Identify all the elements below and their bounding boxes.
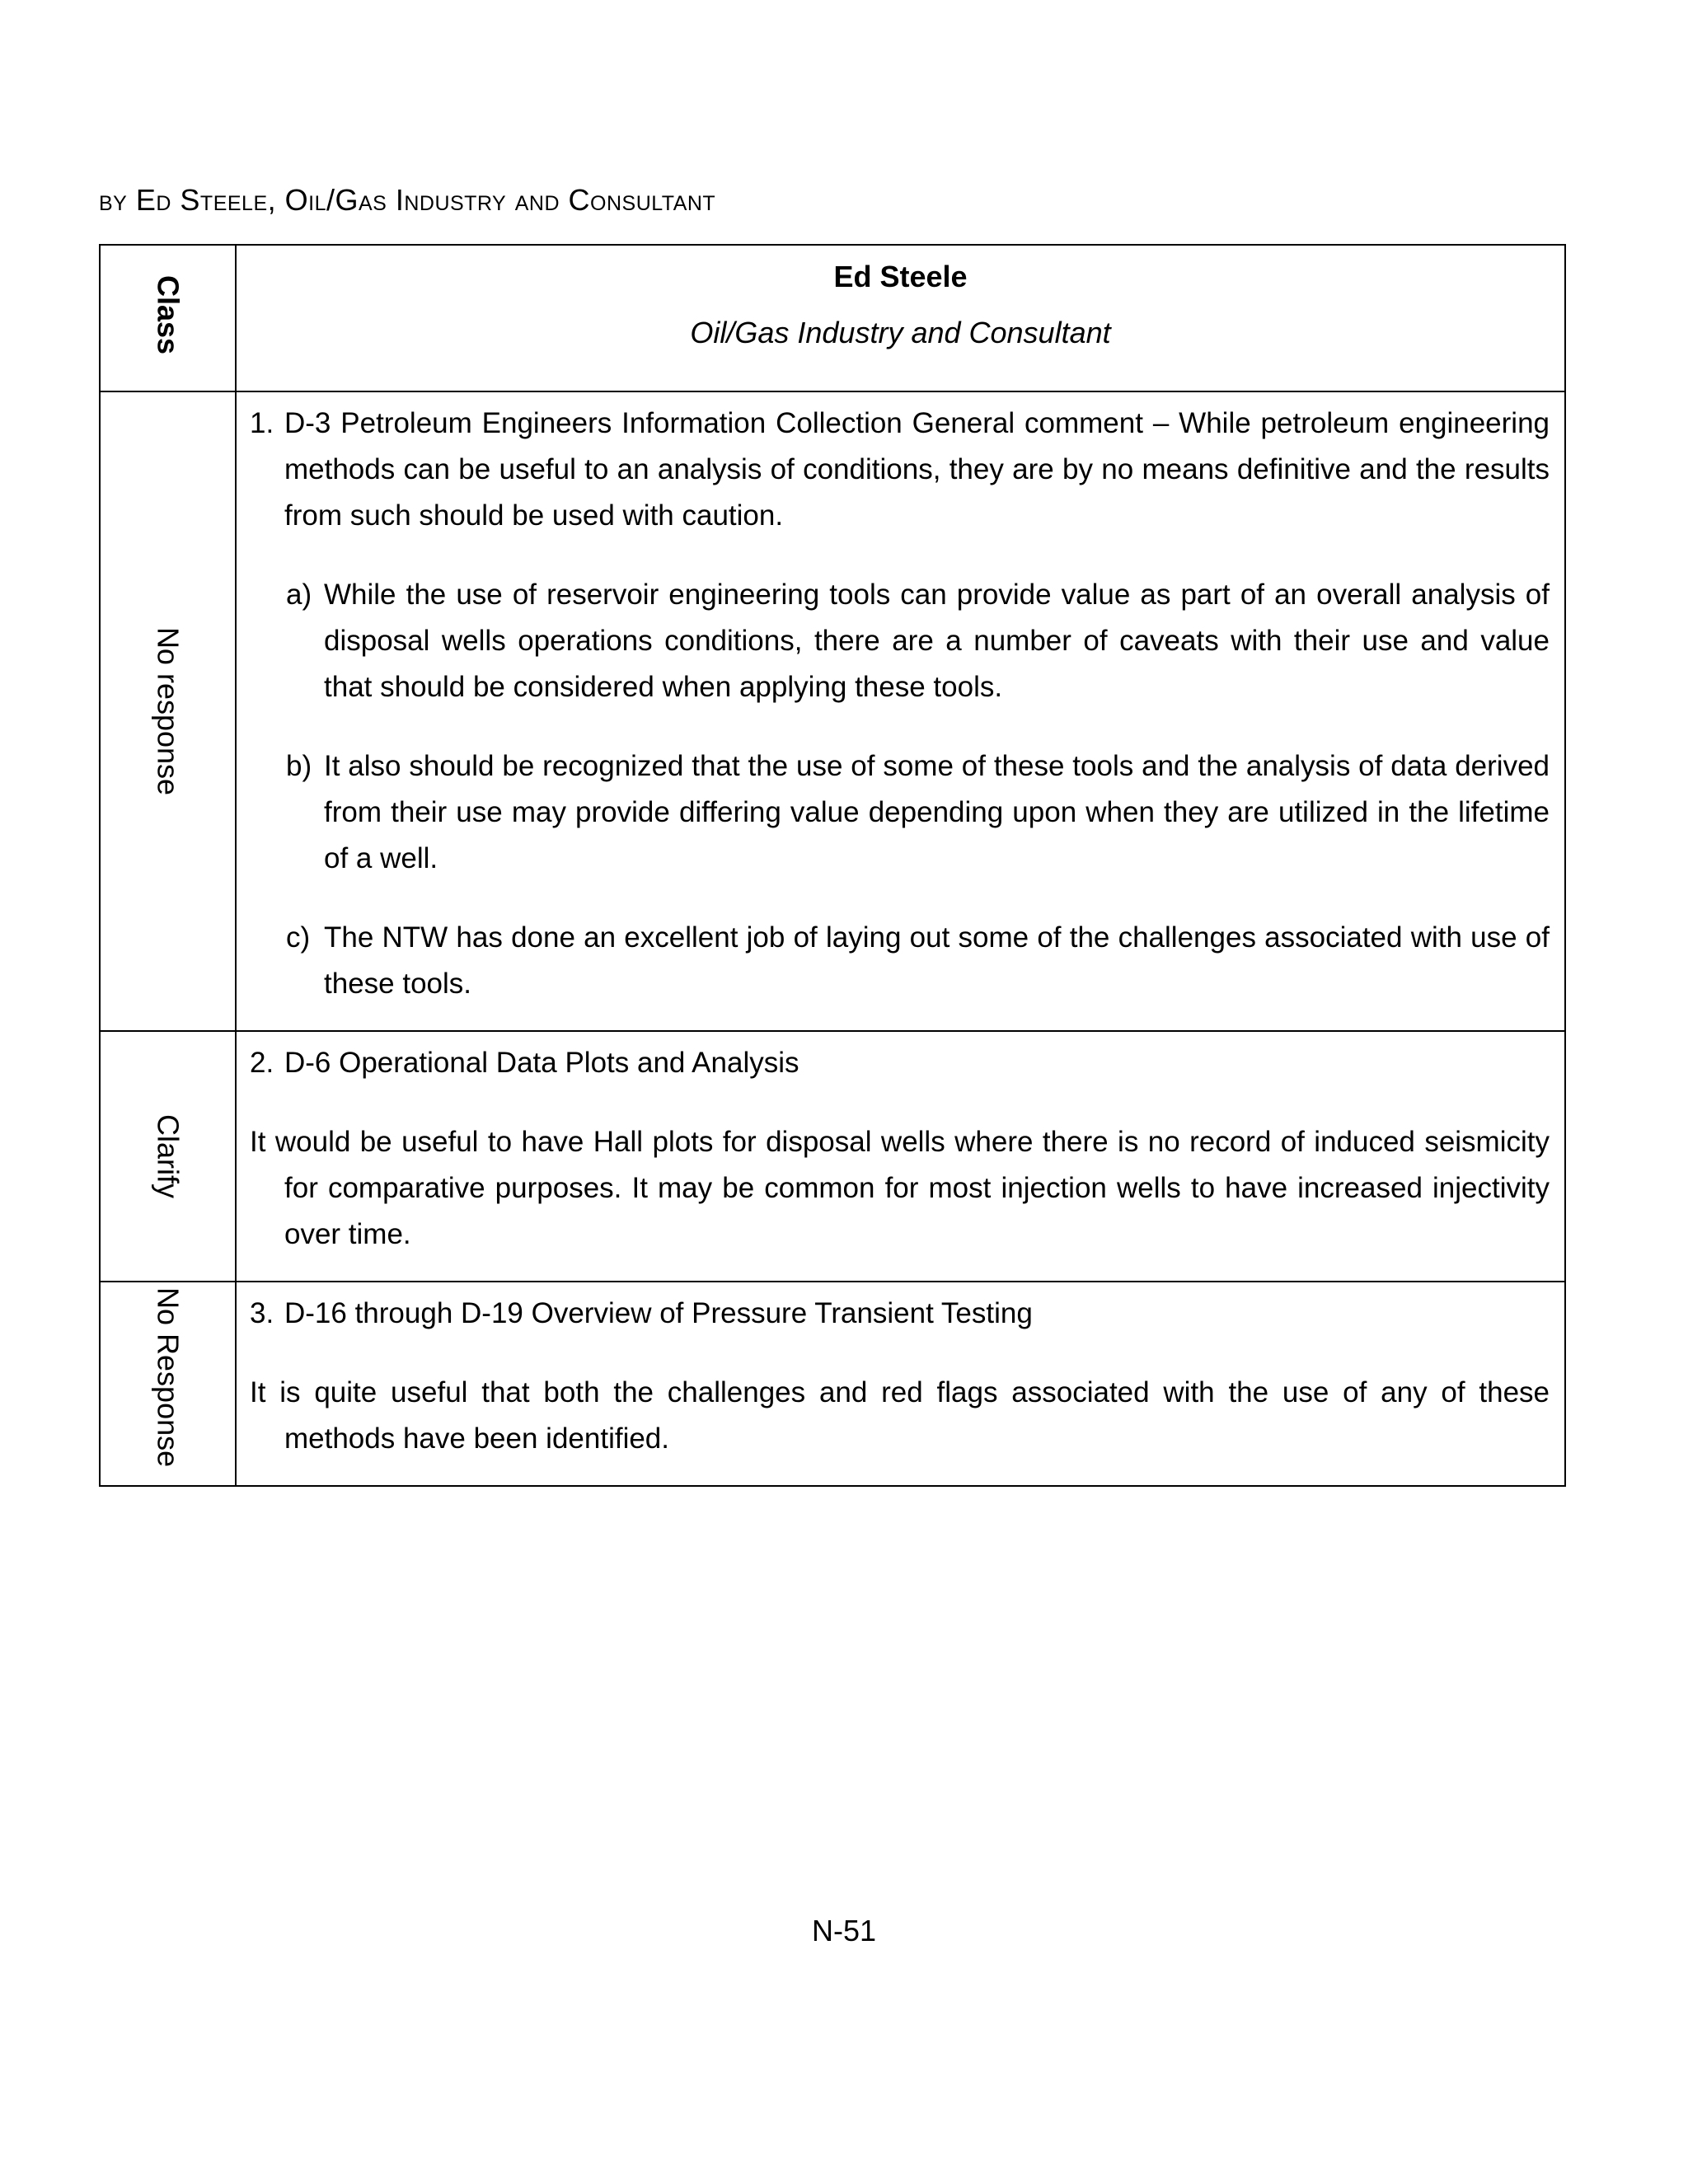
comment-cell bbox=[236, 1282, 1565, 1486]
class-label: No response bbox=[151, 626, 185, 796]
comment-cell bbox=[236, 1031, 1565, 1282]
reviewer-header-cell bbox=[236, 245, 1565, 391]
sub-item-marker: b) bbox=[286, 750, 312, 782]
class-header: Class bbox=[151, 275, 185, 355]
item-text: D-6 Operational Data Plots and Analysis bbox=[284, 1047, 799, 1079]
class-header-cell bbox=[100, 245, 236, 391]
table-row bbox=[100, 1282, 1565, 1486]
sub-item-marker: c) bbox=[286, 921, 311, 954]
byline: by Ed Steele, Oil/Gas Industry and Consultant bbox=[99, 183, 716, 217]
sub-item-text: While the use of reservoir engineering tools can provide value as part of an overall analysis of disposal wells operations conditions, there are a number of caveats with their use and value that should be considered when applying these tools. bbox=[324, 579, 1550, 703]
table-header-row bbox=[100, 245, 1565, 391]
sub-item-marker: a) bbox=[286, 579, 312, 611]
sub-item-text: It also should be recognized that the use of some of these tools and the analysis of data derived from their use may provide differing value depending upon when they are utilized in the lifetime of a well. bbox=[324, 750, 1550, 874]
class-cell bbox=[100, 391, 236, 1031]
class-cell bbox=[100, 1282, 236, 1486]
reviewer-org: Oil/Gas Industry and Consultant bbox=[690, 316, 1111, 349]
comment-text: It would be useful to have Hall plots for disposal wells where there is no record of induced seismicity for comparative purposes. It may be common for most injection wells to have increased injectivity over time. bbox=[250, 1126, 1550, 1250]
item-number: 3. bbox=[250, 1297, 274, 1329]
item-text: D-3 Petroleum Engineers Information Collection General comment – While petroleum engineering methods can be useful to an analysis of conditions, they are by no means definitive and the results from such should be used with caution. bbox=[284, 407, 1550, 532]
table-row bbox=[100, 1031, 1565, 1282]
class-cell bbox=[100, 1031, 236, 1282]
comment-cell bbox=[236, 391, 1565, 1031]
table-row bbox=[100, 391, 1565, 1031]
numbered-item bbox=[250, 401, 1550, 539]
item-text: D-16 through D-19 Overview of Pressure Transient Testing bbox=[284, 1297, 1033, 1329]
class-label: No Response bbox=[151, 1287, 185, 1468]
sub-item bbox=[286, 915, 1550, 1007]
item-number: 1. bbox=[250, 407, 274, 439]
comment-text: It is quite useful that both the challenges and red flags associated with the use of any of these methods have been identified. bbox=[250, 1376, 1550, 1455]
numbered-item bbox=[250, 1291, 1550, 1337]
class-label: Clarify bbox=[151, 1113, 185, 1199]
sub-item bbox=[286, 572, 1550, 710]
sub-item bbox=[286, 743, 1550, 882]
item-number: 2. bbox=[250, 1047, 274, 1079]
comment-table bbox=[99, 244, 1566, 1487]
reviewer-name: Ed Steele bbox=[833, 260, 968, 293]
numbered-item bbox=[250, 1040, 1550, 1086]
page-number: N-51 bbox=[811, 1914, 877, 1947]
sub-item-text: The NTW has done an excellent job of laying out some of the challenges associated with use of these tools. bbox=[324, 921, 1550, 1000]
